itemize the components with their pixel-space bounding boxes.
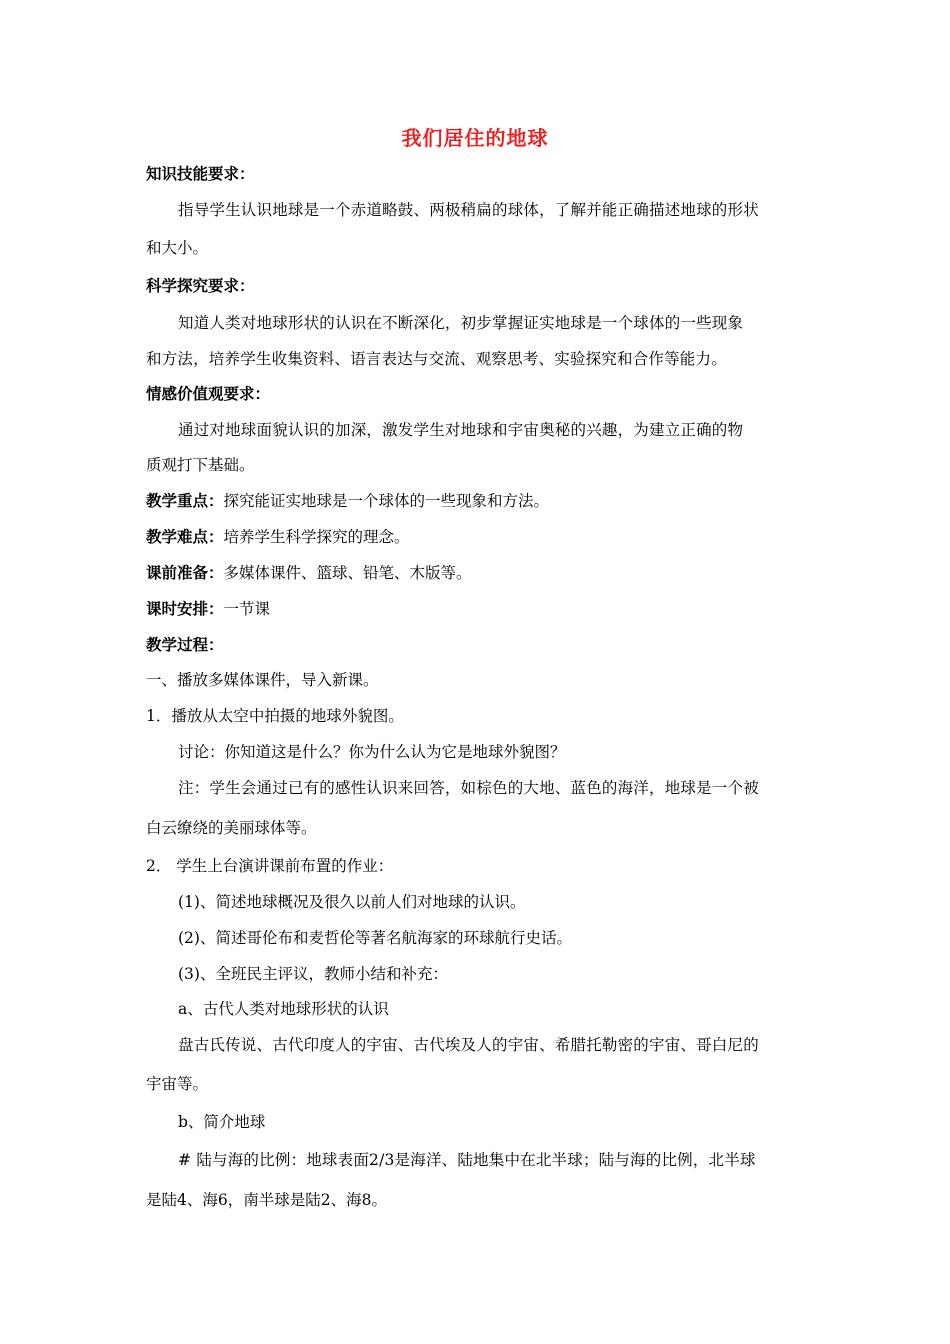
- science-text-line1: 知道人类对地球形状的认识在不断深化，初步掌握证实地球是一个球体的一些现象: [178, 314, 744, 332]
- knowledge-heading: 知识技能要求：: [146, 165, 255, 183]
- preparation-label: 课前准备：: [146, 564, 224, 582]
- science-heading: 科学探究要求：: [146, 277, 255, 295]
- difficulty-text: 培养学生科学探究的理念。: [223, 528, 410, 546]
- sub-item-2: (2)、简述哥伦布和麦哲伦等著名航海家的环球航行史话。: [178, 929, 572, 947]
- sub-item-1: (1)、简述地球概况及很久以前人们对地球的认识。: [178, 893, 526, 911]
- a-title: a、古代人类对地球形状的认识: [178, 1000, 389, 1018]
- preparation-text: 多媒体课件、篮球、铅笔、木版等。: [223, 564, 472, 582]
- b-line1: # 陆与海的比例：地球表面2/3是海洋、陆地集中在北半球；陆与海的比例，北半球: [178, 1151, 756, 1169]
- preparation-row: [146, 563, 472, 583]
- process-step-one: 一、播放多媒体课件，导入新课。: [146, 671, 379, 689]
- schedule-label: 课时安排：: [146, 600, 224, 618]
- sub-item-3: (3)、全班民主评议，教师小结和补充：: [178, 965, 448, 983]
- discussion-text: 讨论：你知道这是什么？你为什么认为它是地球外貌图？: [178, 743, 566, 761]
- note-line2: 白云缭绕的美丽球体等。: [146, 819, 317, 837]
- schedule-row: [146, 599, 270, 619]
- difficulty-label: 教学难点：: [146, 528, 224, 546]
- emotion-text-line2: 质观打下基础。: [146, 456, 255, 474]
- science-text-line2: 和方法，培养学生收集资料、语言表达与交流、观察思考、实验探究和合作等能力。: [146, 350, 727, 368]
- b-title: b、简介地球: [178, 1113, 266, 1131]
- knowledge-text-line2: 和大小。: [146, 239, 209, 257]
- key-point-row: [146, 491, 549, 511]
- knowledge-text-line1: 指导学生认识地球是一个赤道略鼓、两极稍扁的球体，了解并能正确描述地球的形状: [178, 201, 759, 219]
- b-line2: 是陆4、海6，南半球是陆2、海8。: [146, 1191, 387, 1209]
- key-point-text: 探究能证实地球是一个球体的一些现象和方法。: [223, 492, 550, 510]
- schedule-text: 一节课: [223, 600, 271, 618]
- difficulty-row: [146, 527, 410, 547]
- a-line2: 宇宙等。: [146, 1075, 209, 1093]
- note-line1: 注：学生会通过已有的感性认识来回答，如棕色的大地、蓝色的海洋，地球是一个被: [178, 779, 759, 797]
- process-item1: 1．播放从太空中拍摄的地球外貌图。: [146, 707, 404, 725]
- a-line1: 盘古氏传说、古代印度人的宇宙、古代埃及人的宇宙、希腊托勒密的宇宙、哥白尼的: [178, 1036, 759, 1054]
- process-item2: 2． 学生上台演讲课前布置的作业：: [146, 857, 394, 875]
- emotion-text-line1: 通过对地球面貌认识的加深，激发学生对地球和宇宙奥秘的兴趣，为建立正确的物: [178, 421, 744, 439]
- page-title: 我们居住的地球: [401, 126, 549, 150]
- key-point-label: 教学重点：: [146, 492, 224, 510]
- emotion-heading: 情感价值观要求：: [146, 385, 271, 403]
- process-heading: 教学过程：: [146, 636, 224, 654]
